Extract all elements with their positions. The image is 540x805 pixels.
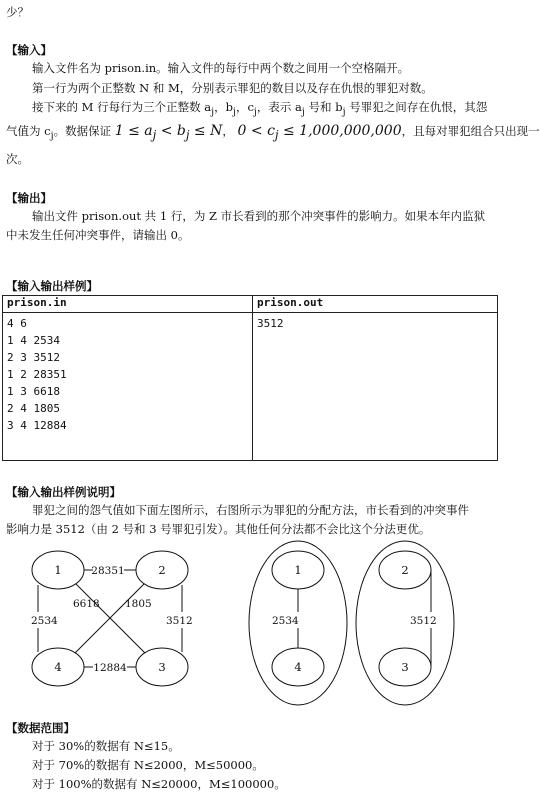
group-b-edge-weight: 3512 — [410, 615, 437, 627]
edge-1-2-weight: 28351 — [91, 565, 125, 577]
group-b-node-2-label: 2 — [401, 563, 409, 577]
group-b-node-3-label: 3 — [401, 660, 409, 674]
edge-4-3-weight: 12884 — [93, 662, 127, 674]
constraint-formula-1: $1 \le a_j < b_j \le N$ — [114, 123, 223, 142]
range-line: 对于 70%的数据有 N≤2000，M≤50000。 — [32, 758, 264, 772]
sample-output-cell — [253, 313, 498, 461]
group-a-edge-weight: 2534 — [272, 615, 299, 627]
input-paragraph-4: 气值为 $c_j$。数据保证 $1 \le a_j < b_j \le N$， $0 < c_j \le 1,000,000,000$，且每对罪犯组合只出现一 — [6, 123, 540, 142]
edge-2-4 — [75, 584, 144, 653]
range-line: 对于 100%的数据有 N≤20000，M≤100000。 — [32, 777, 286, 791]
input-heading: 【输入】 — [6, 43, 52, 57]
sample-input-cell — [3, 313, 253, 461]
explain-paragraph-1: 罪犯之间的怨气值如下面左图所示，右图所示为罪犯的分配方法，市长看到的冲突事件 — [32, 503, 469, 517]
edge-1-3 — [76, 584, 145, 653]
node-4-label: 4 — [54, 660, 62, 674]
sample-input-header: prison.in — [3, 296, 253, 313]
sample-input-line: 2 3 3512 — [7, 351, 60, 364]
sample-output-header: prison.out — [253, 296, 498, 313]
input-paragraph-5: 次。 — [6, 152, 29, 166]
range-line: 对于 30%的数据有 N≤15。 — [32, 739, 180, 753]
node-3-label: 3 — [158, 660, 166, 674]
sample-input-line: 1 2 28351 — [7, 368, 67, 381]
output-paragraph-1: 输出文件 prison.out 共 1 行，为 Z 市长看到的那个冲突事件的影响力。如果本年内监狱 — [32, 209, 486, 223]
edge-2-4-weight: 1805 — [125, 598, 152, 610]
group-a-node-1-label: 1 — [294, 563, 302, 577]
group-a-node-4-label: 4 — [294, 660, 302, 674]
sample-table — [2, 295, 498, 461]
sample-output-line: 3512 — [257, 317, 284, 330]
explain-heading: 【输入输出样例说明】 — [6, 485, 121, 499]
explain-paragraph-2: 影响力是 3512（由 2 号和 3 号罪犯引发）。其他任何分法都不会比这个分法更优。 — [6, 522, 431, 536]
continued-text: 少？ — [6, 5, 29, 19]
sample-input-line: 4 6 — [7, 317, 27, 330]
input-paragraph-1: 输入文件名为 prison.in。输入文件的每行中两个数之间用一个空格隔开。 — [32, 61, 410, 75]
sample-input-line: 2 4 1805 — [7, 402, 60, 415]
output-heading: 【输出】 — [6, 191, 52, 205]
conflict-graph-diagrams — [0, 540, 513, 710]
input-paragraph-3: 接下来的 M 行每行为三个正整数 $a_j$，$b_j$，$c_j$，表示 $a_j$ 号和 $b_j$ 号罪犯之间存在仇恨，其怨 — [32, 100, 488, 118]
sample-input-line: 3 4 12884 — [7, 419, 67, 432]
edge-1-4-weight: 2534 — [31, 615, 58, 627]
edge-2-3-weight: 3512 — [166, 615, 193, 627]
constraint-formula-2: $0 < c_j \le 1,000,000,000$ — [237, 123, 402, 142]
sample-heading: 【输入输出样例】 — [6, 279, 98, 293]
node-2-label: 2 — [158, 563, 166, 577]
node-1-label: 1 — [54, 563, 62, 577]
sample-input-line: 1 4 2534 — [7, 334, 60, 347]
output-paragraph-2: 中未发生任何冲突事件，请输出 0。 — [6, 228, 190, 242]
sample-input-line: 1 3 6618 — [7, 385, 60, 398]
input-paragraph-2: 第一行为两个正整数 N 和 M，分别表示罪犯的数目以及存在仇恨的罪犯对数。 — [32, 81, 433, 95]
range-heading: 【数据范围】 — [6, 721, 75, 735]
edge-1-3-weight: 6618 — [73, 598, 100, 610]
